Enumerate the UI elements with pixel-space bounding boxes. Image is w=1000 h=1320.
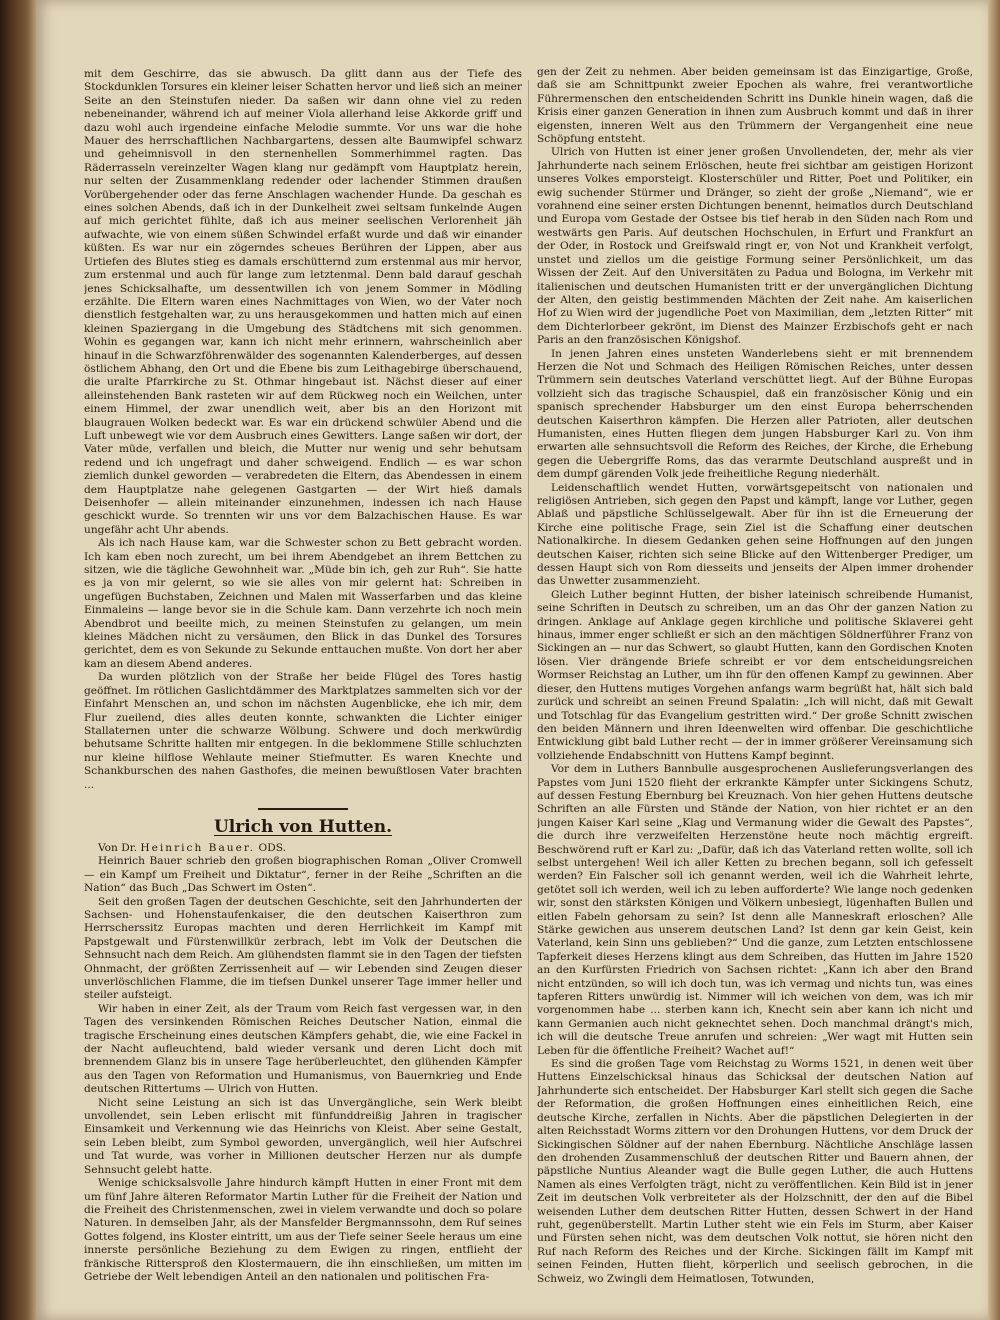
author-note: Heinrich Bauer schrieb den großen biographischen Roman „Oliver Cromwell — ein Kampf um Freiheit und Diktatur“, ferner in der Reihe „Schriften an die Nation“ das Buch „Das Schwert im Osten“. [84, 855, 522, 895]
article-header [84, 808, 522, 838]
byline [84, 842, 522, 855]
article-paragraph: Wir haben in einer Zeit, als der Traum vom Reich fast vergessen war, in den Tagen des versinkenden Römischen Reiches Deutscher Nation, einmal die tragische Erscheinung eines deutschen Kämpfers gehabt, die, wie eine Fackel in der Nacht aufleuchtend, bald wieder versank und deren Licht doch mit brennendem Glanz bis in unsere Tage herüberleuchtet, den glühenden Kämpfer aus den Tagen von Reformation und Humanismus, von Bauernkrieg und Ende deutschen Rittertums — Ulrich von Hutten. [84, 1002, 522, 1096]
article-paragraph: In jenen Jahren eines unsteten Wanderlebens sieht er mit brennendem Herzen die Not und Schmach des Heiligen Römischen Reiches, unter dessen Trümmern sein deutsches Vaterland verschüttet liegt. Auf der Bühne Europas vollzieht sich das tragische Schauspiel, daß ein französischer König und ein spanisch sprechender Habsburger um den einst Europa beherrschenden deutschen Kaiserthron kämpfen. Die Herzen aller Patrioten, aller deutschen Humanisten, eines Hutten fliegen dem jungen Habsburger Karl zu. Von ihm erwarten alle sehnsuchtsvoll die Reform des Reiches, der Kirche, die Erhebung gegen die Uebergriffe Roms, das das verarmte Deutschland auspreßt und in dem dumpf gärenden Volk jede freiheitliche Regung niederhält. [537, 347, 973, 481]
article-paragraph: Nicht seine Leistung an sich ist das Unvergängliche, sein Werk bleibt unvollendet, sein Leben erlischt mit fünfunddreißig Jahren in tragischer Einsamkeit und Verkennung wie das Heinrichs von Kleist. Aber seine Gestalt, sein Leben bleibt, zum Symbol geworden, unvergänglich, weil hier Aufschrei und Tat wurde, was vorher in Millionen deutscher Herzen nur als dumpfe Sehnsucht gelebt hatte. [84, 1096, 522, 1176]
story-paragraph: Als ich nach Hause kam, war die Schwester schon zu Bett gebracht worden. Ich kam eben noch zurecht, um bei ihrem Abendgebet an ihrem Bettchen zu sitzen, wie die tägliche Gewohnheit war. „Müde bin ich, geh zur Ruh“. Sie hatte es ja von mir gelernt, so wie sie alles von mir gelernt hat: Schreiben in ungefügen Buchstaben, Zeichnen und Malen mit Wasserfarben und das kleine Einmaleins — lange bevor sie in die Schule kam. Dann verzehrte ich noch mein Abendbrot und beeilte mich, zu meinen Steinstufen zu gelangen, um mein kleines Mädchen nicht zu versäumen, den Blick in das Dunkel des Torsures gerichtet, dem es von Sekunde zu Sekunde enttauchen mußte. Von dort her aber kam an diesem Abend anderes. [84, 537, 522, 670]
left-column [84, 68, 522, 1308]
article-paragraph: Gleich Luther beginnt Hutten, der bisher lateinisch schreibende Humanist, seine Schriften in Deutsch zu schreiben, um an das Ohr der ganzen Nation zu dringen. Anklage auf Anklage gegen kirchliche und politische Sklaverei geht hinaus, immer enger schließt er sich an den mächtigen Söldnerführer Franz von Sickingen an — nur das Schwert, so glaubt Hutten, kann den Gordischen Knoten lösen. Vier drängende Briefe schreibt er vor dem entscheidungsreichen Wormser Reichstag an Luther, um ihn für den offenen Kampf zu gewinnen. Aber dieser, den Huttens mutiges Vorgehen anfangs warm begrüßt hat, hält sich bald zurück und schreibt an seinen Freund Spalatin: „Ich will nicht, daß mit Gewalt und Totschlag für das Evangelium gestritten wird.“ Der große Schnitt zwischen den beiden Männern und ihren Ideenwelten wird offenbar. Die geschichtliche Entwicklung gibt bald Luther recht — der in immer größerer Vereinsamung sich vollziehende Endabschnitt von Huttens Kampf beginnt. [537, 588, 973, 762]
column-divider [528, 80, 529, 1270]
title-rule [258, 808, 348, 810]
article-paragraph: Vor dem in Luthers Bannbulle ausgesprochenen Auslieferungsverlangen des Papstes vom Juni 1520 flieht der erkrankte Kämpfer unter Sickingens Schutz, auf dessen Festung Ebernburg bei Kreuznach. Von hier gehen Huttens deutsche Schriften an alle Fürsten und Stände der Nation, von hier richtet er an den jungen Kaiser Karl seine „Klag und Vermanung wider die Gewalt des Papstes“, die durch ihre verzweifelten Herzenstöne heute noch mächtig ergreift. Beschwörend ruft er Karl zu: „Dafür, daß ich das Vaterland retten wollte, soll ich selbst untergehen! Weil ich aller Ketten zu brechen begann, soll ich gefesselt werden? Ein Falscher soll ich genannt werden, weil ich die Wahrheit lehrte, getötet soll ich werden, weil ich zu leben aufforderte? Wie lange noch gedenken wir, sonst den stärksten Königen und Völkern unbesiegt, lügenhaften Bullen und eitlen Fabeln gehorsam zu sein? Ist denn alle Manneskraft erloschen? Alle Stärke gewichen aus unserem deutschen Land? Ist denn gar kein Geist, kein Vaterland, kein Sinn uns geblieben?“ Und die ganze, zum Letzten entschlossene Tapferkeit dieses Herzens klingt aus dem Schreiben, das Hutten im Jahre 1520 an den Kurfürsten Friedrich von Sachsen richtet: „Kann ich aber den Brand nicht entzünden, so will ich doch tun, was ich vermag und nichts tun, was eines tapferen Ritters unwürdig ist. Nimmer will ich weichen von dem, was ich mir vorgenommen habe ... sterben kann ich, Knecht sein aber kann ich nicht und kann Germanien auch nicht geknechtet sehen. Doch manchmal drängt's mich, ich will die deutsche Treue anrufen und schreien: „Wer wagt mit Hutten sein Leben für die öffentliche Freiheit? Wachet auf!“ [537, 763, 973, 1057]
page-edge [988, 0, 1000, 1320]
story-paragraph: mit dem Geschirre, das sie abwusch. Da glitt dann aus der Tiefe des Stockdunklen Torsures ein kleiner leiser Schatten hervor und ließ sich an meiner Seite an den Steinstufen nieder. Da saßen wir dann ohne viel zu reden nebeneinander, während ich auf meiner Viola allerhand leise Akkorde griff und dazu wohl auch irgendeine einfache Melodie summte. Vor uns war die hohe Mauer des herrschaftlichen Nachbargartens, dessen alte Baumwipfel schwarz und geheimnisvoll in den sternenhellen Sommerhimmel ragten. Das Räderrasseln vereinzelter Wagen klang nur gedämpft vom Hauptplatz herein, nur selten der Zusammenklang redender oder lachender Stimmen draußen Vorübergehender oder das ferne Anschlagen wachender Hunde. Da geschah es eines solchen Abends, daß ich in der Dunkelheit zwei seltsam funkelnde Augen auf mich gerichtet fühlte, daß ich aus meiner seelischen Verlorenheit jäh aufwachte, wie von einem süßen Schwindel erfaßt wurde und daß wir einander küßten. Es war nur ein zögerndes scheues Berühren der Lippen, aber aus Urtiefen des Blutes stieg es damals erschütternd zum erstenmal aus mir hervor, zum erstenmal und auch für lange zum letztenmal. Denn bald darauf geschah jenes Schicksalhafte, um dessentwillen ich von jenem Sommer in Mödling erzählte. Die Eltern waren eines Nachmittages von Wien, wo der Vater noch dienstlich festgehalten war, zu uns herausgekommen und hatten mich auf einen kleinen Spaziergang in die Umgebung des Städtchens mit sich genommen. Wohin es gegangen war, kann ich nicht mehr erinnern, wahrscheinlich aber hinauf in die Schwarzföhrenwälder des sogenannten Kalenderberges, auf dessen östlichem Abhang, den Ort und die Ebene bis zum Leithagebirge überschauend, die uralte Pfarrkirche zu St. Othmar hingebaut ist. Nächst dieser auf einer alleinstehenden Bank rasteten wir auf dem Rückweg noch ein Weilchen, unter einem Himmel, der zwar unendlich weit, aber bis an den Horizont mit blaugrauen Wolken bedeckt war. Es war ein drückend schwüler Abend und die Luft unbewegt wie vor dem Ausbruch eines Gewitters. Lange saßen wir dort, der Vater müde, verfallen und bleich, die Mutter nur wenig und sehr behutsam redend und ich ungefragt und daher schweigend. Endlich — es war schon ziemlich dunkel geworden — verabredeten die Eltern, das Abendessen in einem dem Hauptplatze nahe gelegenen Gastgarten — der Wirt hieß damals Deisenhofer — allein miteinander einzunehmen, indessen ich nach Hause geschickt wurde. So trennten wir uns vor dem Balzachischen Hause. Es war ungefähr acht Uhr abends. [84, 68, 522, 536]
article-title: Ulrich von Hutten. [213, 816, 393, 837]
article-paragraph: Ulrich von Hutten ist einer jener großen Unvollendeten, der, mehr als vier Jahrhunderte nach seinem Erlöschen, heute frei sichtbar am geistigen Horizont unseres Volkes emporsteigt. Klosterschüler und Ritter, Poet und Politiker, ein ewig suchender Stürmer und Dränger, so zieht der große „Niemand“, wie er vorahnend eine seiner ersten Dichtungen benennt, heimatlos durch Deutschland und Europa vom Gestade der Ostsee bis tief herab in den Süden nach Rom und westwärts gen Paris. Auf deutschen Hochschulen, in Erfurt und Frankfurt an der Oder, in Rostock und Greifswald ringt er, von Not und Krankheit verfolgt, unstet und ziellos um die geistige Formung seiner Persönlichkeit, um das Wissen der Zeit. Auf den Universitäten zu Padua und Bologna, im Verkehr mit italienischen und deutschen Humanisten tritt er der unvergänglichen Dichtung der Alten, den geistig bestimmenden Mächten der Zeit nahe. Am kaiserlichen Hof zu Wien wird der jugendliche Poet von Maximilian, dem „letzten Ritter“ mit dem Dichterlorbeer gekrönt, im Dienst des Mainzer Erzbischofs geht er nach Paris an den französischen Königshof. [537, 146, 973, 347]
byline-prefix: Von Dr. [98, 841, 138, 854]
article-paragraph: Leidenschaftlich wendet Hutten, vorwärtsgepeitscht von nationalen und religiösen Antrieben, sich gegen den Papst und kämpft, lange vor Luther, gegen Ablaß und päpstliche Schlüsselgewalt. Aber für ihn ist die Erneuerung der Kirche eine politische Frage, sein Ziel ist die Schaffung einer deutschen Nationalkirche. In diesem Gedanken gehen seine Hoffnungen auf den jungen deutschen Kaiser, richten sich seine Blicke auf den Wittenberger Prediger, um dessen Haupt sich von Rom diesseits und jenseits der Alpen immer drohender das Unwetter zusammenzieht. [537, 481, 973, 588]
article-paragraph: gen der Zeit zu nehmen. Aber beiden gemeinsam ist das Einzigartige, Große, daß sie am Schnittpunkt zweier Epochen als wahre, frei verantwortliche Führermenschen den entscheidenden Schritt ins Dunkle hinein wagen, daß die Krisis einer ganzen Generation in ihnen zum Ausbruch kommt und daß in ihrer eigensten, inneren Welt aus den Trümmern der Vergangenheit eine neue Schöpfung entsteht. [537, 66, 973, 146]
right-column [537, 66, 973, 1306]
article-paragraph: Seit den großen Tagen der deutschen Geschichte, seit den Jahrhunderten der Sachsen- und Hohenstaufenkaiser, die den deutschen Kaiserthron zum Herrscherssitz Europas machten und deren Herrlichkeit im Kampf mit Papstgewalt und Fürstenwillkür zerbrach, lebt im Volk der Deutschen die Sehnsucht nach dem Reich. Am glühendsten flammt sie in den Tagen der tiefsten Ohnmacht, der größten Zerrissenheit auf — wir Lebenden sind Zeugen dieser unverlöschlichen Flamme, die im tiefsen Dunkel unserer Tage immer heller und steiler aufsteigt. [84, 895, 522, 1002]
author-suffix: ODS. [258, 841, 286, 854]
article-paragraph: Wenige schicksalsvolle Jahre hindurch kämpft Hutten in einer Front mit dem um fünf Jahre älteren Reformator Martin Luther für die Freiheit der Nation und die Freiheit des Christenmenschen, zwei in vielem verwandte und doch so polare Naturen. In demselben Jahr, als der Mansfelder Bergmannssohn, dem Ruf seines Gottes folgend, ins Kloster eintritt, um aus der Tiefe seiner Seele heraus um eine innerste persönliche Beziehung zu dem Ewigen zu ringen, entflieht der fränkische Rittersproß den Klostermauern, die ihn einschließen, um mitten im Getriebe der Welt lebendigen Anteil an den nationalen und politischen Fra- [84, 1177, 522, 1283]
author-name: Heinrich Bauer. [140, 841, 256, 854]
story-paragraph: Da wurden plötzlich von der Straße her beide Flügel des Tores hastig geöffnet. Im rötlichen Gaslichtdämmer des Marktplatzes sammelten sich vor der Einfahrt Menschen an, und schon im nächsten Augenblicke, ehe ich mir, dem Flur zueilend, dies alles deuten konnte, schwankten die Lichter einiger Stallaternen unter die schwarze Wölbung. Schwere und doch merkwürdig behutsame Schritte hallten mir entgegen. In die beklommene Stille schluchzten nur kleine hilflose Wehlaute meiner Stiefmutter. Es waren Knechte und Schankburschen des nahen Gasthofes, die meinen bewußtlosen Vater brachten ... [84, 671, 522, 791]
book-binding [0, 0, 36, 1320]
article-paragraph: Es sind die großen Tage vom Reichstag zu Worms 1521, in denen weit über Huttens Einzelschicksal hinaus das Schicksal der deutschen Nation auf Jahrhunderte sich entscheidet. Der Habsburger Karl stellt sich gegen die Sache der Reformation, die großen Hoffnungen eines einheitlichen Reich, eine deutsche Kirche, zerfallen in Nichts. Aber die päpstlichen Delegierten in der alten Reichsstadt Worms zittern vor den Drohungen Huttens, vor dem Druck der Sickingischen Söldner auf der nahen Ebernburg. Nächtliche Anschläge lassen den drohenden Zusammenschluß der deutschen Ritter und Bauern ahnen, der päpstliche Nuntius Aleander wagt die Bulle gegen Luther, die auch Huttens Namen als eines Verfolgten trägt, nicht zu veröffentlichen. Kein Bild ist in jener Zeit im deutschen Volk verbreiteter als der Holzschnitt, der den auf die Bibel weisenden Luther dem deutschen Ritter Hutten, dessen Schwert in der Hand ruht, gegenüberstellt. Martin Luther steht wie ein Fels im Sturm, aber Kaiser und Fürsten sehen nicht, was dem deutschen Volk nottut, sie hören nicht den Ruf nach Reform des Reiches und der Kirche. Sickingen fällt im Kampf mit seinen Feinden, Hutten flieht, körperlich und seelisch gebrochen, in die Schweiz, wo Zwingli dem Heimatlosen, Totwunden, [537, 1058, 973, 1285]
